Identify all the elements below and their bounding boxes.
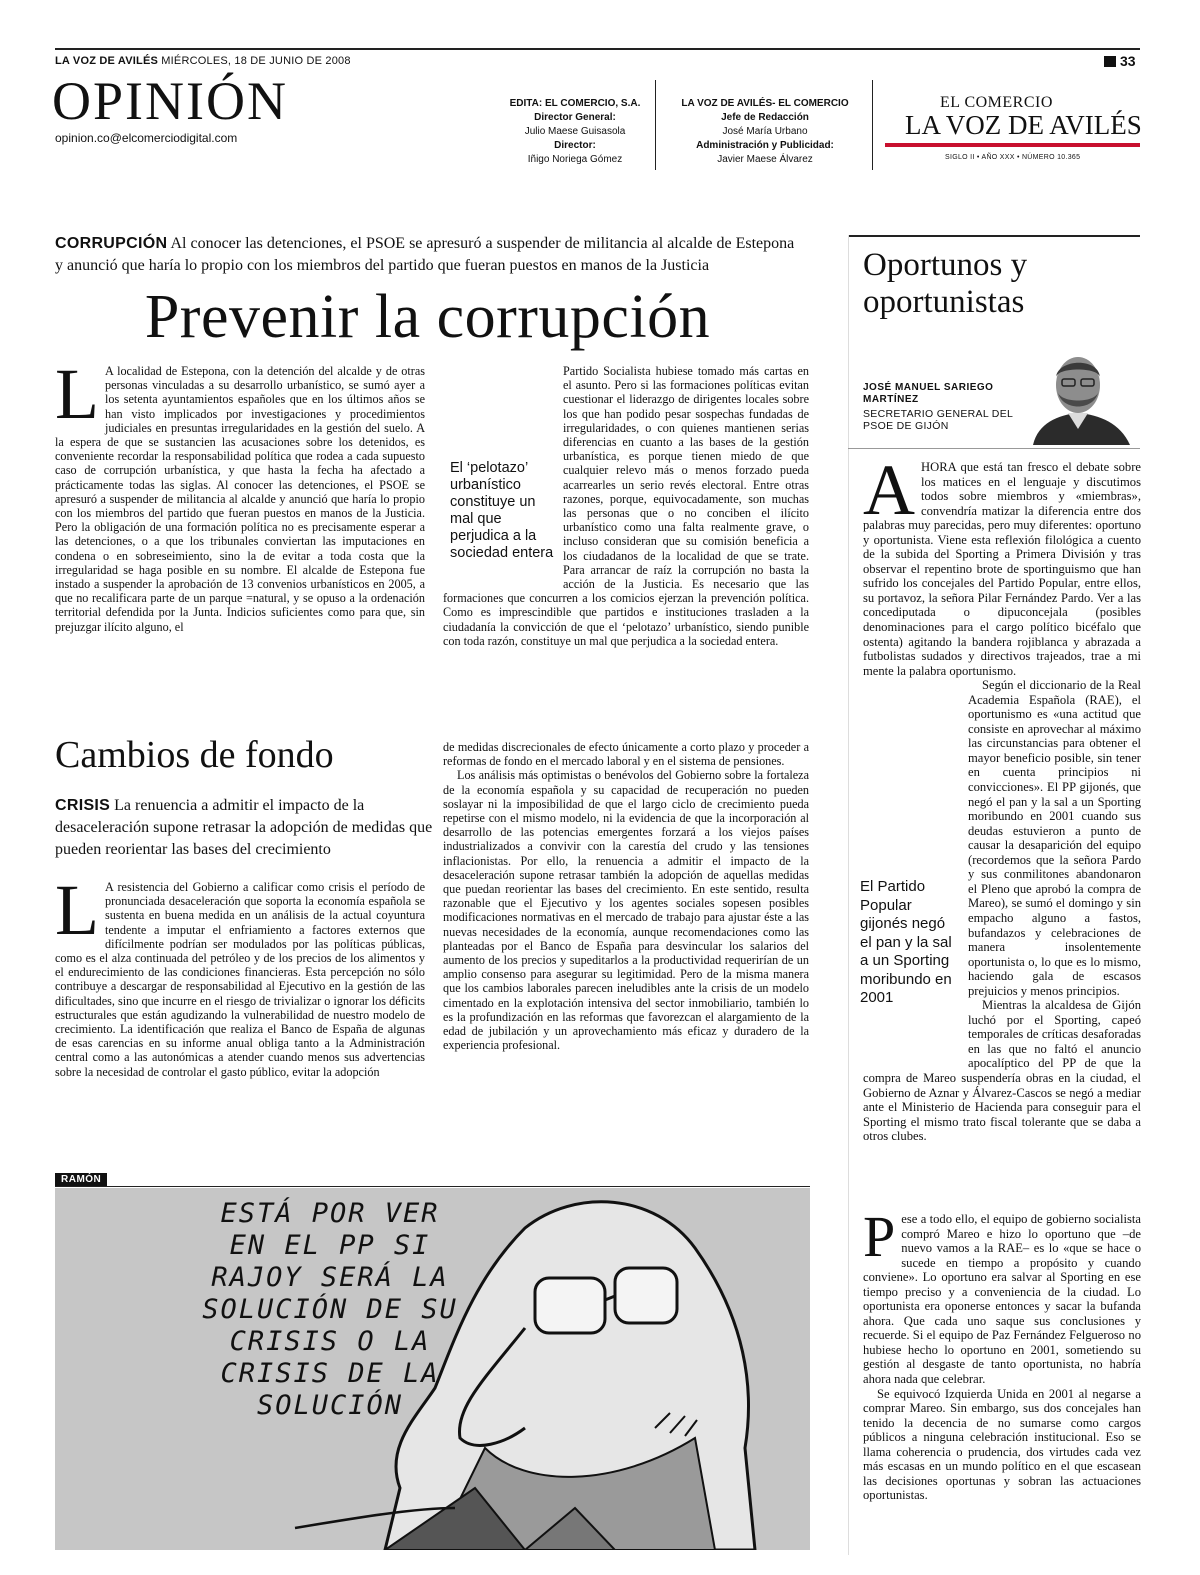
cartoon-rule bbox=[55, 1186, 810, 1187]
cartoon-author-label: RAMÓN bbox=[55, 1173, 107, 1186]
credit-dg-title: Director General: bbox=[534, 112, 616, 123]
top-rule bbox=[55, 48, 1140, 50]
editorial-lead bbox=[55, 233, 800, 277]
editorial-headline: Prevenir la corrupción bbox=[144, 283, 711, 351]
credit-adm-title: Administración y Publicidad: bbox=[696, 140, 834, 151]
page-number bbox=[1104, 53, 1136, 69]
credit-jr-title: Jefe de Redacción bbox=[721, 112, 809, 123]
opinion-p5: Se equivocó Izquierda Unida en 2001 al negarse a comprar Mareo. Sin embargo, sus dos concejales han tenido la decencia de no sumarse como cargos públicos a ninguna celebración institucional. Eso se llama coherencia o prudencia, dos virtudes cada vez más escasas en un mundo político en el que escasean las decisiones oportunas y sobran las actuaciones oportunistas. bbox=[863, 1386, 1141, 1503]
issue-date: MIÉRCOLES, 18 DE JUNIO DE 2008 bbox=[161, 55, 351, 67]
opinion-p1 bbox=[863, 450, 1141, 678]
credit-divider bbox=[872, 80, 873, 170]
credit-edita: EDITA: EL COMERCIO, S.A. bbox=[509, 98, 641, 109]
paper-name: LA VOZ DE AVILÉS bbox=[55, 55, 159, 67]
author-role: SECRETARIO GENERAL DEL PSOE DE GIJÓN bbox=[863, 408, 1013, 432]
brand-el-comercio: EL COMERCIO bbox=[940, 94, 1053, 111]
opinion-pullquote: El Partido Popular gijonés negó el pan y la sal a un Sporting moribundo en 2001 bbox=[860, 878, 952, 1006]
cartoon-line: RAJOY SERÁ LA bbox=[211, 1262, 449, 1293]
author-name: JOSÉ MANUEL SARIEGO MARTÍNEZ bbox=[863, 382, 994, 405]
section-email[interactable]: opinion.co@elcomerciodigital.com bbox=[55, 131, 238, 145]
cartoon-line: ESTÁ POR VER bbox=[220, 1198, 440, 1229]
opinion-p3: Mientras la alcaldesa de Gijón luchó por el Sporting, capeó temporales de críticas desaforadas en las que no faltó el anuncio apocalíptico del PP de que la compra de Mareo suspendería obras en la ciudad, el Gobierno de Aznar y Álvarez-Cascos se negó a mediar ante el Ministerio de Hacienda para conseguir para el Sporting el mismo trato fiscal tolerante que se daba a otros clubes. bbox=[863, 998, 1141, 1144]
cambios-headline: Cambios de fondo bbox=[55, 734, 334, 776]
cambios-col2-p1: de medidas discrecionales de efecto únicamente a corto plazo y proceder a reformas de fondo en el mercado laboral y en el sistema de pensiones. bbox=[443, 740, 809, 769]
cambios-col2-p2: Los análisis más optimistas o benévolos del Gobierno sobre la fortaleza de la economía española y su capacidad de recuperación no pueden soslayar ni la imposibilidad de que el largo ciclo de crecimiento pueda repetirse con el mismo modelo, ni la evidencia de que la incorporación al desarrollo de las potencias emergentes forzará a los viejos países industrializados a convivir con la carestía del crudo y las tensiones inflacionistas. Por ello, la renuencia a admitir el impacto de la desaceleración supone retrasar también la adopción de aquellas medidas que puedan reorientar las bases del crecimiento. En este sentido, resulta razonable que el Ejecutivo y los agentes sociales sopesen posibles modificaciones normativas en el mercado de trabajo para ajustar éste a las nuevas necesidades de la economía, aunque recomendaciones como las planteadas por el Banco de España para desvincular los salarios del aumento de los precios y supeditarlos a la productividad requerirían de un amplio consenso para asegurar su legitimidad. Pero de la misma manera que los cambios laborales parecen ineludibles ante la crisis de un modelo cimentado en la explotación intensiva del sector inmobiliario, también lo es la profundización en las reformas que favorezcan el alargamiento de la edad de jubilación y un aprovechamiento más eficaz y duradero de la experiencia profesional. bbox=[443, 768, 809, 1053]
credit-dir-name: Iñigo Noriega Gómez bbox=[527, 154, 623, 165]
cartoon bbox=[55, 1188, 810, 1550]
credit-adm-name: Javier Maese Álvarez bbox=[717, 154, 813, 165]
credit-divider bbox=[655, 80, 656, 170]
credit-jr-name: José María Urbano bbox=[722, 126, 808, 137]
opinion-column bbox=[863, 450, 1141, 1144]
cambios-column-1 bbox=[55, 870, 425, 1079]
issue-number: SIGLO II • AÑO XXX • NÚMERO 10.365 bbox=[945, 154, 1081, 161]
editorial-col1-text: A localidad de Estepona, con la detención del alcalde y de otras personas vinculadas a su desarrollo urbanístico, se sumó ayer a los setenta ayuntamientos españoles que en los últimos años se han visto implicados por investigaciones y procedimientos judiciales en presuntas irregularidades en la gestión del suelo. A la espera de que se sustancien las acusaciones sobre los detenidos, es conveniente recordar la responsabilidad política que rodea a cada supuesto caso de corrupción urbanística, y que hasta la fecha ha afectado a prácticamente todas las siglas. Al conocer las detenciones, el PSOE se apresuró a suspender de militancia al alcalde y anunció que haría lo propio con los miembros del partido que fueran puestos en manos de la Justicia. Pero la obligación de una formación política no es precisamente esperar a las detenciones, o a que los tribunales conviertan las imputaciones en condena o en sobreseimiento, sino la de evitar a toda costa que la irregularidad se haga posible en su nombre. El alcalde de Estepona fue instado a suspender la aprobación de 13 convenios urbanísticos en 2005, a que no recalificara parte de un parque =natural, y se opuso a la ordenación territorial defendida por la Junta. Indicios suficientes como para que, sin prejuzgar ilícito alguno, el bbox=[55, 364, 425, 634]
column-top-rule bbox=[848, 235, 1140, 237]
opinion-p4 bbox=[863, 1204, 1141, 1387]
editorial-column-1 bbox=[55, 354, 425, 634]
credits-publisher bbox=[495, 97, 655, 167]
editorial-pullquote: El ‘pelotazo’ urbanístico constituye un mal que perjudica a la sociedad entera bbox=[450, 460, 554, 561]
cambios-column-2 bbox=[443, 740, 809, 1052]
cartoon-line: SOLUCIÓN DE SU bbox=[202, 1294, 458, 1325]
dropcap: L bbox=[55, 870, 99, 950]
author-separator bbox=[848, 448, 1140, 449]
cambios-col1-text: A resistencia del Gobierno a calificar como crisis el período de pronunciada desaceleración que soporta la economía española se sustenta en buena medida en un análisis de la actual coyuntura tendente a imputar el enfriamiento a factores externos que difícilmente podrían ser modulados por las políticas públicas, como es el alza continuada del petróleo y de los precios de los alimentos y el endurecimiento de las condiciones financieras. Esta percepción no sólo contribuye a descargar de responsabilidad al Ejecutivo en la gestión de las dificultades, sino que incurre en el riesgo de trivializar o ignorar los déficits estructurales que están agudizando la vulnerabilidad de nuestro modelo de crecimiento. La identificación que realiza el Banco de España de algunas de esas carencias en su informe anual obliga tanto a la Administración central como a las autonómicas a atender cuando menos sus advertencias sobre la necesidad de controlar el gasto público, evitar la adopción bbox=[55, 880, 425, 1079]
cambios-kicker: CRISIS bbox=[55, 797, 111, 814]
dropcap: L bbox=[55, 354, 99, 434]
section-title: OPINIÓN bbox=[52, 71, 288, 131]
editorial-col2-text: Partido Socialista hubiese tomado más cartas en el asunto. Pero si las formaciones políticas evitan cuestionar el liderazgo de dirigentes locales sobre los que han podido pesar sospechas fundadas de irregularidades, o con quienes mantienen serias diferencias en cuanto a las bases de la gestión urbanística, es porque tienen miedo de que cualquier relevo más o menos forzado pueda acarrearles un serio revés electoral. Entre otras razones, porque, equivocadamente, son muchas las personas que o no conciben el ilícito urbanístico como una falta realmente grave, o incluso consideran que su comisión beneficia a los ciudadanos de la localidad de que se trate. Para arrancar de raíz la corrupción no basta la acción de la Justicia. Es necesario que las formaciones que concurren a los comicios ejerzan la prevención política. Como es imprescindible que partidos e instituciones trasladen a la ciudadanía la convicción de que el ‘pelotazo’ urbanístico, siendo punible con toda razón, constituye un mal que perjudica a la sociedad entera. bbox=[443, 364, 809, 648]
author-photo bbox=[1018, 345, 1140, 445]
opinion-p1-text: HORA que está tan fresco el debate sobre los matices en el lenguaje y discutimos todos sobre miembros y «miembras», convendría matizar la diferencia entre dos palabras muy parecidas, pero muy diferentes: oportuno y oportunista. Viene esta reflexión filológica a cuento de la subida del Sporting a Primera División y tras observar el repentino brote de sportinguismo que han sufrido los concejales del Partido Popular, entre ellos, su portavoz, la señora Pilar Fernández Pardo. Ver a las concediputada o dipuconcejala (posibles denominaciones para el cargo político bicéfalo que ostenta) agitando la bandera rojiblanca y abrazada a futbolistas sudados y directivos trajeados, trae a mi mente la palabra oportunismo. bbox=[863, 460, 1141, 678]
opinion-headline: Oportunos y oportunistas bbox=[863, 247, 1028, 320]
brand-logo: LA VOZ DE AVILÉS bbox=[905, 110, 1142, 140]
opinion-p2-text: Según el diccionario de la Real Academia Española (RAE), el oportunismo es «una actitud que consiste en aprovechar al máximo las circunstancias para obtener el mayor beneficio posible, sin tener en cuenta principios ni convicciones». El PP gijonés, que negó el pan y la sal a un Sporting moribundo en 2001 cuando sus deudas estuvieron a punto de causar la desaparición del equipo (recordemos que la señora Pardo y sus conmilitones abandonaron el Pleno que aprobó la compra de Mareo), se sumó el domingo y sin empacho alguno a fastos, bufandazos y celebraciones de manera insolentemente oportunista o, lo que es lo mismo, haciendo gala de escasos prejuicios y menos principios. bbox=[968, 678, 1141, 998]
square-icon bbox=[1104, 56, 1116, 67]
cartoon-line: SOLUCIÓN bbox=[256, 1390, 404, 1421]
dropcap: P bbox=[863, 1204, 896, 1269]
editorial-kicker: CORRUPCIÓN bbox=[55, 235, 168, 252]
cartoon-line: CRISIS O LA bbox=[229, 1326, 431, 1357]
cartoon-line: EN EL PP SI bbox=[229, 1230, 431, 1261]
cartoon-speech bbox=[140, 1198, 520, 1422]
cambios-lead bbox=[55, 795, 440, 861]
dropcap: A bbox=[863, 450, 915, 530]
credit-head: LA VOZ DE AVILÉS- EL COMERCIO bbox=[681, 98, 849, 109]
column-left-rule bbox=[848, 235, 849, 1555]
editorial-lead-text: Al conocer las detenciones, el PSOE se apresuró a suspender de militancia al alcalde de Estepona y anunció que haría lo propio con los miembros del partido que fueran puestos en manos de la Justicia bbox=[55, 235, 795, 274]
header-dateline bbox=[55, 55, 351, 67]
credits-newsroom bbox=[665, 97, 865, 167]
credit-dir-title: Director: bbox=[554, 140, 596, 151]
cambios-lead-text: La renuencia a admitir el impacto de la desaceleración supone retrasar la adopción de medidas que pueden reorientar las bases del crecimiento bbox=[55, 797, 433, 858]
brand-red-bar bbox=[885, 143, 1140, 147]
page-number-value: 33 bbox=[1120, 53, 1136, 69]
cartoon-line: CRISIS DE LA bbox=[220, 1358, 440, 1389]
opinion-column-continued bbox=[863, 1204, 1141, 1503]
opinion-p4-text: ese a todo ello, el equipo de gobierno socialista compró Mareo e hizo lo oportuno que –de nuevo vamos a la RAE– es lo «que se hace o sucede en tiempo a propósito y cuando conviene». Lo oportuno era salvar al Sporting en ese tiempo preciso y a conveniencia de la ciudad. Lo oportunista era oponerse entonces y sacar la bufanda ahora. Que cada uno saque sus conclusiones y recuerde. Si el equipo de Paz Fernández Felgueroso no hubiese hecho lo oportuno en 2001, sometiendo su gestión al desgaste de tanto oportunista, no habría ahora nada que celebrar. bbox=[863, 1212, 1141, 1387]
credit-dg-name: Julio Maese Guisasola bbox=[524, 126, 626, 137]
